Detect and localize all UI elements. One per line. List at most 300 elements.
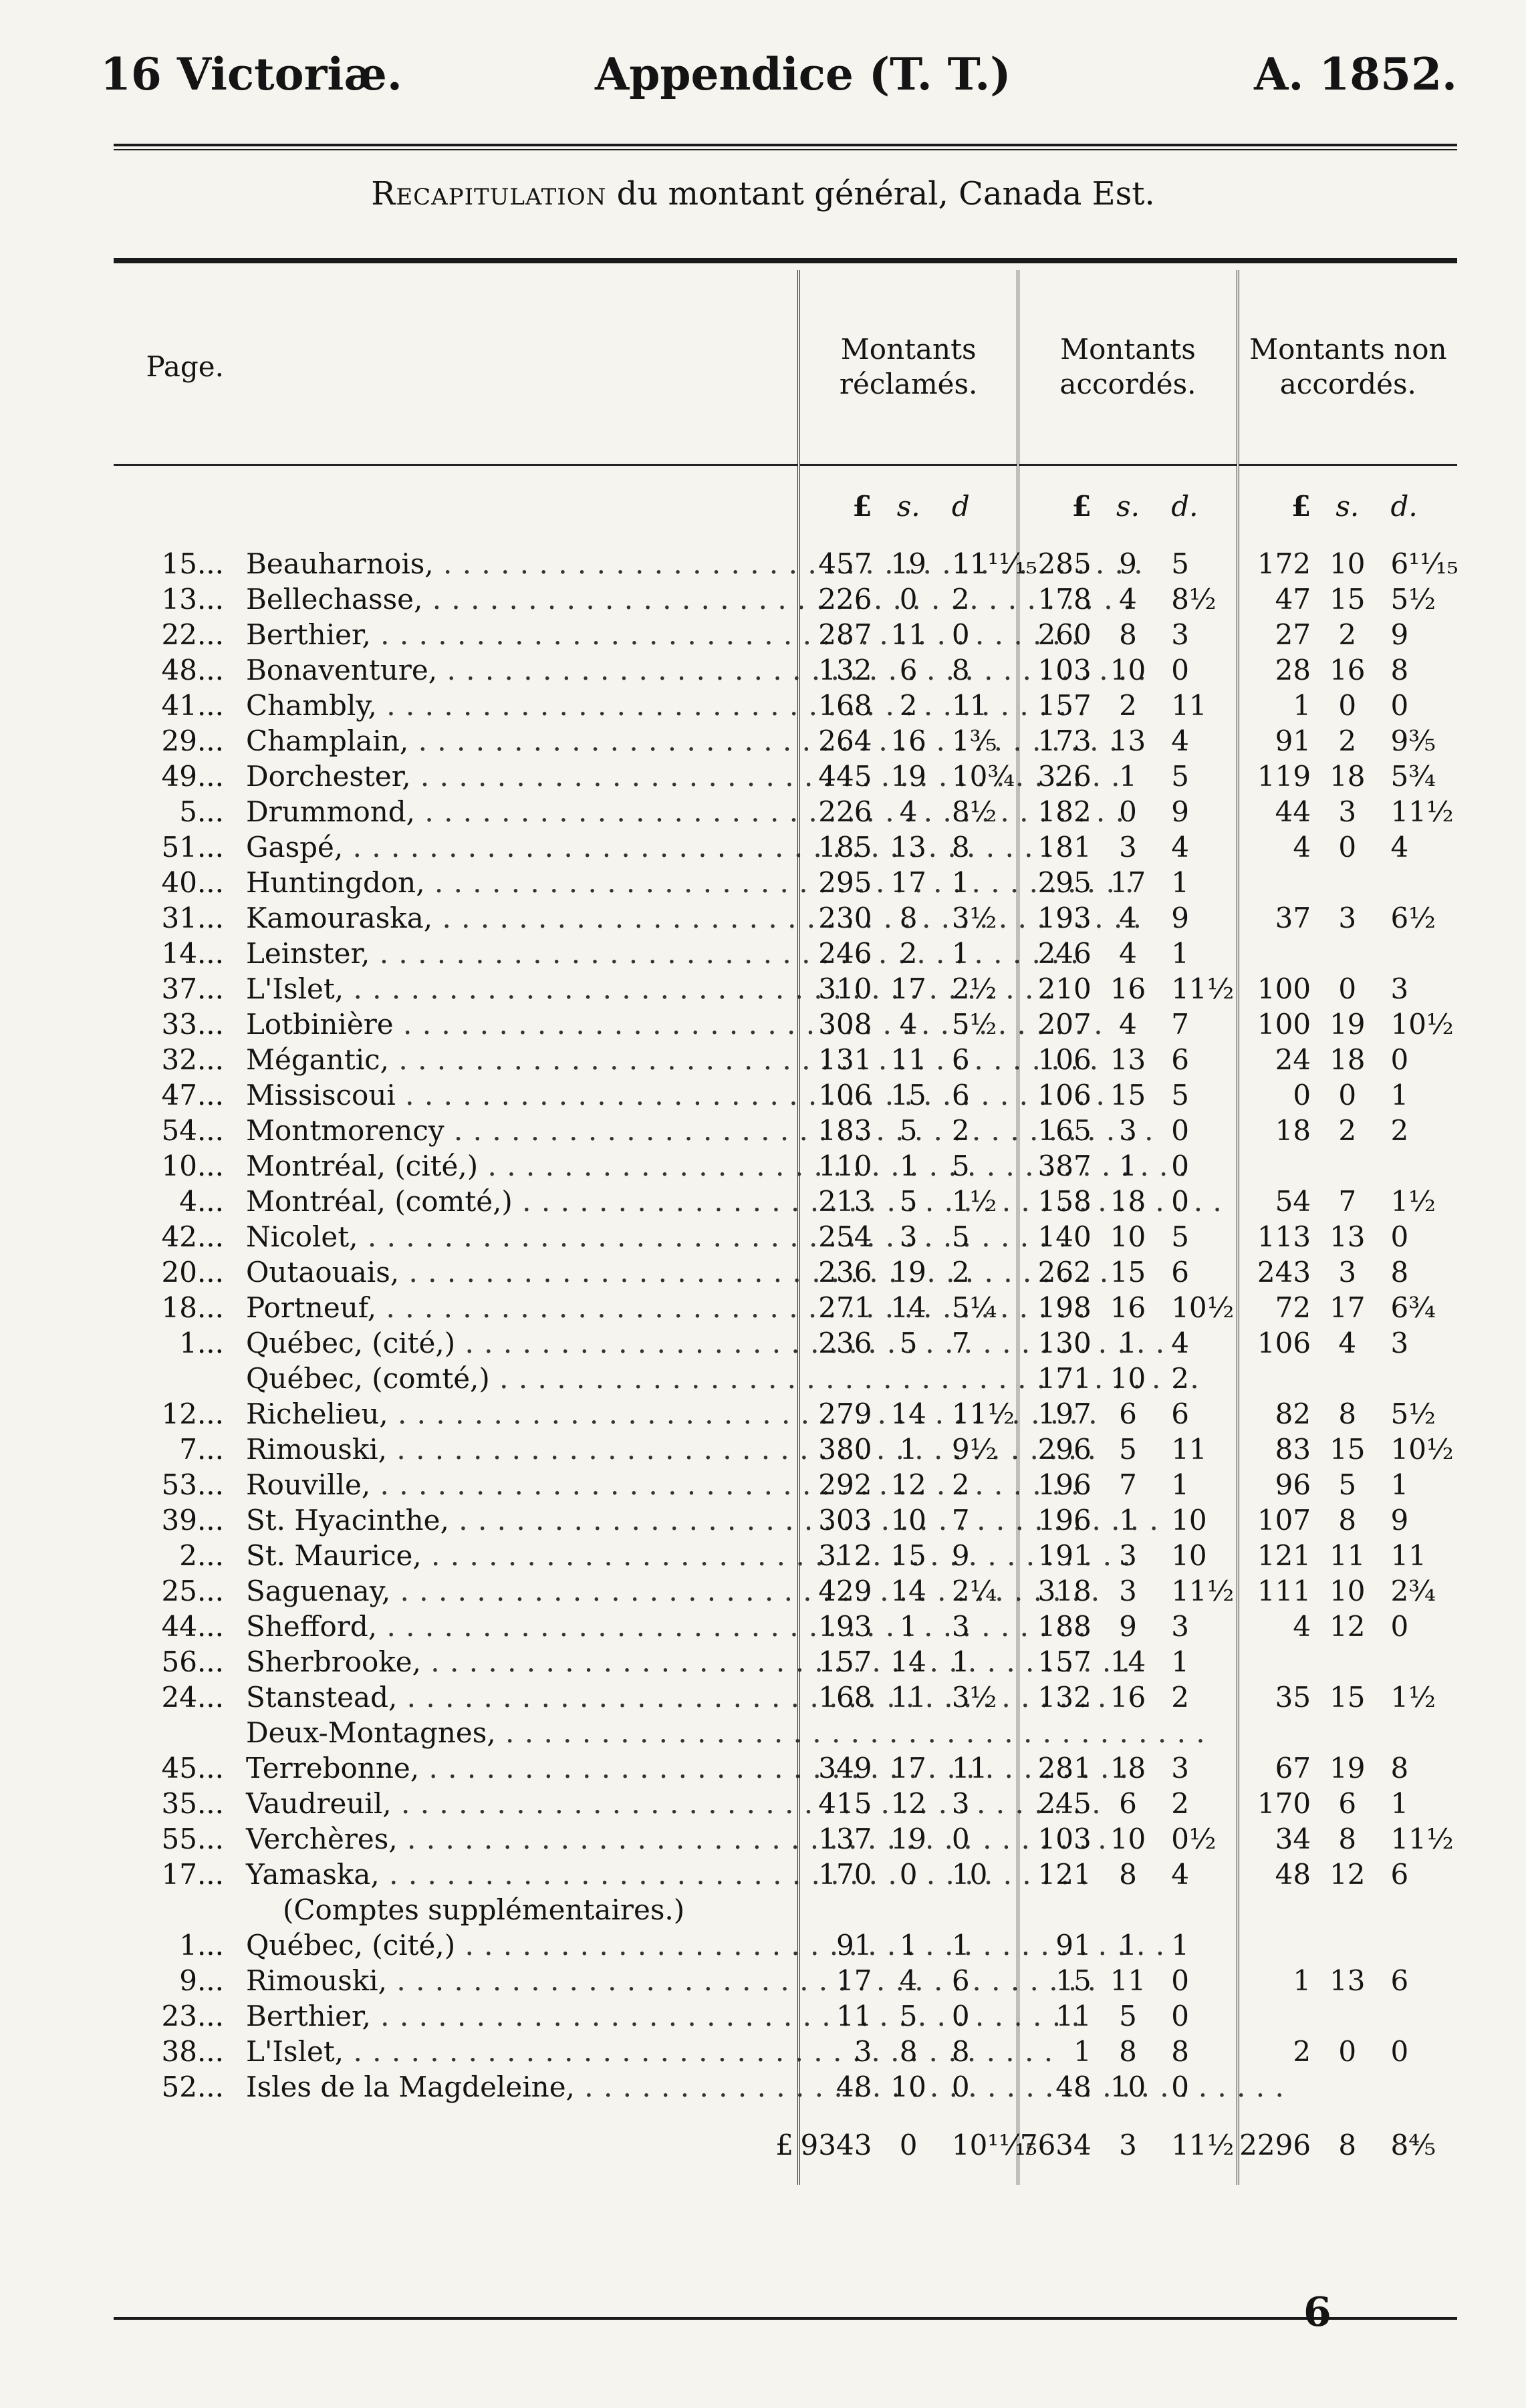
pounds: 157: [818, 1645, 872, 1678]
pence: [1384, 1715, 1458, 1750]
pence: 6: [945, 1042, 1018, 1077]
pence: 2: [945, 1113, 1018, 1148]
pence: 7: [945, 1325, 1018, 1361]
pounds: 47: [1275, 583, 1311, 616]
pence: 8: [1390, 1256, 1409, 1289]
pence: 0: [1390, 2035, 1409, 2068]
unit: d.: [1384, 465, 1458, 547]
page-ref: 56...: [161, 1645, 224, 1678]
pounds: 82: [1275, 1397, 1311, 1430]
table-row: [114, 1502, 1457, 1538]
shillings: 4: [1119, 902, 1137, 934]
pounds: 171: [1037, 1362, 1092, 1395]
page-ref: 17...: [161, 1858, 224, 1891]
page-ref: 47...: [161, 1079, 224, 1111]
pounds: 193: [1037, 902, 1092, 934]
pence: 11: [945, 688, 1018, 723]
header-rule: [114, 144, 1457, 146]
shillings: 5: [899, 1185, 918, 1218]
pence: [1384, 1998, 1458, 2034]
page-ref: 5...: [179, 795, 224, 828]
pounds: 245: [1037, 1787, 1092, 1820]
page-ref: 25...: [161, 1575, 224, 1607]
table-row: [114, 1644, 1457, 1680]
pounds: [1238, 1927, 1311, 1963]
page-mark: 6: [1303, 2289, 1331, 2336]
table-row: [114, 1077, 1457, 1113]
shillings: 10: [1110, 2070, 1146, 2103]
page-ref: 9...: [179, 1964, 224, 1997]
pounds: 210: [1037, 972, 1092, 1005]
shillings: 7: [1338, 1185, 1357, 1218]
pence: 6: [1390, 1858, 1409, 1891]
shillings: 5: [1119, 1433, 1137, 1466]
pence: 3: [945, 1786, 1018, 1821]
table-row: [114, 688, 1457, 723]
pounds: 67: [1275, 1752, 1311, 1784]
pence: [1384, 2069, 1458, 2105]
pounds: 168: [818, 689, 872, 722]
shillings: 1: [899, 1929, 918, 1962]
pounds: 137: [818, 1823, 872, 1855]
constituency-name: Montréal, (comté,) . . .: [229, 1184, 799, 1219]
shillings: 17: [890, 972, 926, 1005]
shillings: 4: [899, 795, 918, 828]
pence: 3: [945, 1609, 1018, 1644]
col-page: Page.: [146, 350, 224, 383]
shillings: 8: [1338, 1504, 1357, 1536]
table-row: [114, 1396, 1457, 1432]
table-row: [114, 1467, 1457, 1502]
shillings: 13: [1110, 1043, 1146, 1076]
pence: 2: [1164, 1786, 1237, 1821]
pence: 0: [1390, 1043, 1409, 1076]
constituency-name: Québec, (comté,) . . .: [229, 1361, 799, 1396]
session-label: 16 Victoriæ.: [100, 48, 402, 100]
pence: 11¹¹⁄₁₅: [945, 546, 1018, 581]
pence: 0: [1164, 1148, 1237, 1184]
supplementary-heading: (Comptes supplémentaires.): [229, 1892, 799, 1927]
shillings: 11: [890, 618, 926, 651]
shillings: 0: [899, 583, 918, 616]
constituency-name: Rimouski, . . .: [229, 1963, 799, 1998]
pounds: 193: [818, 1610, 872, 1643]
pounds: [1238, 1998, 1311, 2034]
supplementary-row: [114, 1998, 1457, 2034]
pence: 2: [945, 1254, 1018, 1290]
page-ref: 45...: [161, 1752, 224, 1784]
constituency-name: Bellechasse, . . .: [229, 581, 799, 617]
pounds: 132: [818, 654, 872, 686]
shillings: 6: [899, 654, 918, 686]
shillings: 4: [899, 1008, 918, 1041]
pounds: 296: [1037, 1433, 1092, 1466]
pounds: 349: [818, 1752, 872, 1784]
pence: 11½: [1164, 1573, 1237, 1609]
shillings: 3: [1119, 1575, 1137, 1607]
shillings: 2: [1338, 724, 1357, 757]
pounds: 37: [1275, 902, 1311, 934]
shillings: 5: [899, 1114, 918, 1147]
page-ref: 20...: [161, 1256, 224, 1289]
constituency-name: Drummond, . . .: [229, 794, 799, 829]
shillings: 8: [899, 2035, 918, 2068]
shillings: 0: [1119, 795, 1137, 828]
pounds: 271: [818, 1291, 872, 1324]
column-header-row: [114, 270, 1457, 465]
shillings: 3: [1119, 1539, 1137, 1572]
table-row: [114, 1680, 1457, 1715]
pence: 7: [1164, 1007, 1237, 1042]
constituency-name: Yamaska, . . .: [229, 1857, 799, 1892]
total-shillings: 0: [899, 2128, 918, 2161]
shillings: 2: [899, 937, 918, 970]
table-row: [114, 1857, 1457, 1892]
pence: 1: [945, 936, 1018, 971]
pounds: [1238, 936, 1311, 971]
pounds: 119: [1257, 760, 1311, 793]
constituency-name: Portneuf, . . .: [229, 1290, 799, 1325]
pence: 1: [1390, 1468, 1409, 1501]
shillings: 10: [1329, 547, 1366, 580]
constituency-name: Champlain, . . .: [229, 723, 799, 759]
page-ref: 22...: [161, 618, 224, 651]
shillings: 9: [1119, 1610, 1137, 1643]
pounds: 168: [818, 1681, 872, 1714]
pence: 5¼: [945, 1290, 1018, 1325]
shillings: 5: [1338, 1468, 1357, 1501]
total-pounds: 2296: [1239, 2128, 1311, 2161]
pence: 10½: [1164, 1290, 1237, 1325]
pounds: 96: [1275, 1468, 1311, 1501]
shillings: 18: [1110, 1185, 1146, 1218]
pounds: 0: [1293, 1079, 1311, 1111]
pounds: 113: [1257, 1220, 1311, 1253]
unit: s.: [872, 465, 944, 547]
pence: 5: [1164, 546, 1237, 581]
pence: 9½: [945, 1432, 1018, 1467]
page-ref: 48...: [161, 654, 224, 686]
pence: 11: [1164, 688, 1237, 723]
pounds: 312: [818, 1539, 872, 1572]
pence: 10: [1164, 1538, 1237, 1573]
pounds: 196: [1037, 1468, 1092, 1501]
shillings: 15: [1329, 1433, 1366, 1466]
page-ref: [114, 1715, 229, 1750]
page-ref: 41...: [161, 689, 224, 722]
pounds: 170: [1257, 1787, 1311, 1820]
shillings: 16: [1110, 1681, 1146, 1714]
year-label: A. 1852.: [1254, 48, 1457, 100]
shillings: 10: [890, 1504, 926, 1536]
shillings: 16: [890, 724, 926, 757]
constituency-name: Rouville, . . .: [229, 1467, 799, 1502]
pence: 0: [1164, 1184, 1237, 1219]
pence: 1½: [1390, 1185, 1436, 1218]
shillings: 1: [899, 1610, 918, 1643]
pounds: 158: [1037, 1185, 1092, 1218]
pounds: 254: [818, 1220, 872, 1253]
totals-row: [114, 2105, 1457, 2185]
pence: 5: [945, 1219, 1018, 1254]
pounds: 415: [818, 1787, 872, 1820]
shillings: 17: [890, 1752, 926, 1784]
pounds: 196: [1037, 1504, 1092, 1536]
shillings: [1311, 2069, 1384, 2105]
constituency-name: Nicolet, . . .: [229, 1219, 799, 1254]
pounds: [1238, 1361, 1311, 1396]
pounds: 226: [818, 583, 872, 616]
pence: 3: [1390, 972, 1409, 1005]
pounds: 83: [1275, 1433, 1311, 1466]
shillings: 12: [890, 1468, 926, 1501]
title-smallcaps: Recapitulation: [371, 175, 607, 213]
pounds: 182: [1037, 795, 1092, 828]
pence: 4: [1164, 1857, 1237, 1892]
table-row: [114, 1609, 1457, 1644]
pence: 11½: [945, 1396, 1018, 1432]
pence: 5: [945, 1148, 1018, 1184]
pence: 6: [1164, 1042, 1237, 1077]
constituency-name: Berthier, . . .: [229, 617, 799, 652]
pounds: 54: [1275, 1185, 1311, 1218]
constituency-name: Montréal, (cité,) . . .: [229, 1148, 799, 1184]
pence: 0½: [1164, 1821, 1237, 1857]
shillings: 1: [1119, 1327, 1137, 1359]
shillings: 4: [1119, 1008, 1137, 1041]
page-ref: 13...: [161, 583, 224, 616]
page-ref: 1...: [179, 1327, 224, 1359]
appendix-label: Appendice (T. T.): [595, 48, 1011, 100]
table-row: [114, 971, 1457, 1007]
page-ref: 51...: [161, 831, 224, 863]
pounds: 310: [818, 972, 872, 1005]
shillings: 1: [1119, 1929, 1137, 1962]
pounds: 279: [818, 1397, 872, 1430]
page-ref: 18...: [161, 1291, 224, 1324]
shillings: 16: [1110, 972, 1146, 1005]
pounds: [1238, 1715, 1311, 1750]
pence: 5: [1164, 1077, 1237, 1113]
supplementary-row: [114, 1927, 1457, 1963]
shillings: 13: [1329, 1964, 1366, 1997]
shillings: 18: [1110, 1752, 1146, 1784]
pounds: 243: [1257, 1256, 1311, 1289]
shillings: 10: [1110, 1220, 1146, 1253]
page-ref: 44...: [161, 1610, 224, 1643]
page-ref: 55...: [161, 1823, 224, 1855]
pounds: 157: [1037, 1645, 1092, 1678]
pence: 0: [1164, 1113, 1237, 1148]
constituency-name: Rimouski, . . .: [229, 1432, 799, 1467]
pounds: 48: [1055, 2070, 1092, 2103]
page-ref: [114, 1361, 229, 1396]
pence: [1384, 1644, 1458, 1680]
pounds: 157: [1037, 689, 1092, 722]
units-row: [114, 465, 1457, 547]
shillings: 14: [890, 1645, 926, 1678]
pence: 0: [1390, 1220, 1409, 1253]
pounds: 173: [1037, 724, 1092, 757]
page-ref: 12...: [161, 1397, 224, 1430]
pence: 8: [1390, 654, 1409, 686]
pounds: [1238, 1148, 1311, 1184]
pounds: 35: [1275, 1681, 1311, 1714]
pounds: 183: [818, 1114, 872, 1147]
pence: 1: [945, 1644, 1018, 1680]
constituency-name: Québec, (cité,) . . .: [229, 1927, 799, 1963]
shillings: 8: [1119, 2035, 1137, 2068]
col-claimed: Montants réclamés.: [799, 270, 1018, 465]
pence: 1: [1390, 1079, 1409, 1111]
pence: 0: [1390, 689, 1409, 722]
shillings: 2: [1119, 689, 1137, 722]
pounds: 11: [1055, 2000, 1092, 2032]
pence: 9: [945, 1538, 1018, 1573]
pence: 6¹¹⁄₁₅: [1390, 547, 1458, 580]
pence: 2¼: [945, 1573, 1018, 1609]
table-row: [114, 1821, 1457, 1857]
shillings: 4: [1119, 937, 1137, 970]
pence: 8½: [945, 794, 1018, 829]
shillings: [1311, 1361, 1384, 1396]
pence: 5½: [945, 1007, 1018, 1042]
table-row: [114, 1219, 1457, 1254]
pounds: 318: [1037, 1575, 1092, 1607]
total-pounds: 9343: [800, 2128, 872, 2161]
pence: 7: [945, 1502, 1018, 1538]
pounds: 285: [1037, 547, 1092, 580]
table-row: [114, 936, 1457, 971]
constituency-name: Shefford, . . .: [229, 1609, 799, 1644]
shillings: 8: [1338, 1823, 1357, 1855]
table-row: [114, 1184, 1457, 1219]
pence: 1: [1390, 1787, 1409, 1820]
page-ref: 10...: [161, 1150, 224, 1182]
shillings: 2: [1338, 618, 1357, 651]
pounds: 281: [1037, 1752, 1092, 1784]
constituency-name: Montmorency . . .: [229, 1113, 799, 1148]
pounds: 260: [1037, 618, 1092, 651]
pounds: 262: [1037, 1256, 1092, 1289]
page-ref: 15...: [161, 547, 224, 580]
pence: 10: [1164, 1502, 1237, 1538]
pounds: 170: [818, 1858, 872, 1891]
pence: 10½: [1390, 1008, 1454, 1041]
shillings: 3: [1338, 1256, 1357, 1289]
pence: 0: [945, 1998, 1018, 2034]
total-pence: 11½: [1164, 2105, 1237, 2185]
supplementary-row: [114, 1963, 1457, 1998]
pounds: 230: [818, 902, 872, 934]
table-row: [114, 1715, 1457, 1750]
shillings: 3: [1338, 902, 1357, 934]
pence: [1384, 1927, 1458, 1963]
table-row: [114, 581, 1457, 617]
constituency-name: Missiscoui . . .: [229, 1077, 799, 1113]
total-pence: 8⅘: [1390, 2128, 1436, 2161]
pounds: 107: [1257, 1504, 1311, 1536]
pounds: 106: [1037, 1043, 1092, 1076]
pence: 2: [945, 1467, 1018, 1502]
shillings: 11: [1329, 1539, 1366, 1572]
pence: 10¾: [945, 759, 1018, 794]
page-ref: 29...: [161, 724, 224, 757]
page-ref: 31...: [161, 902, 224, 934]
pence: 9: [1390, 618, 1409, 651]
shillings: 5: [899, 2000, 918, 2032]
page-ref: 7...: [179, 1433, 224, 1466]
constituency-name: Huntingdon, . . .: [229, 865, 799, 900]
pounds: 72: [1275, 1291, 1311, 1324]
supplementary-row: [114, 2069, 1457, 2105]
running-header: [100, 48, 1457, 108]
constituency-name: Berthier, . . .: [229, 1998, 799, 2034]
constituency-name: Richelieu, . . .: [229, 1396, 799, 1432]
shillings: 13: [890, 831, 926, 863]
pounds: 264: [818, 724, 872, 757]
shillings: 13: [1110, 724, 1146, 757]
pounds: 48: [1275, 1858, 1311, 1891]
constituency-name: Québec, (cité,) . . .: [229, 1325, 799, 1361]
pence: 3: [1164, 1750, 1237, 1786]
shillings: 0: [1338, 972, 1357, 1005]
pounds: 387: [1037, 1150, 1092, 1182]
constituency-name: Outaouais, . . .: [229, 1254, 799, 1290]
table-row: [114, 1786, 1457, 1821]
pence: [1384, 1148, 1458, 1184]
shillings: 11: [1110, 1964, 1146, 1997]
shillings: 11: [890, 1043, 926, 1076]
table-row: [114, 1254, 1457, 1290]
constituency-name: Sherbrooke, . . .: [229, 1644, 799, 1680]
pence: 8: [1390, 1752, 1409, 1784]
pence: 8: [1164, 2034, 1237, 2069]
shillings: 6: [1119, 1397, 1137, 1430]
shillings: 4: [899, 1964, 918, 1997]
shillings: 1: [1119, 1150, 1137, 1182]
pounds: 100: [1257, 972, 1311, 1005]
shillings: 10: [1110, 1823, 1146, 1855]
pence: 8: [945, 2034, 1018, 2069]
pence: 2: [1164, 1361, 1237, 1396]
pence: 0: [945, 617, 1018, 652]
constituency-name: Beauharnois, . . .: [229, 546, 799, 581]
table-row: [114, 1042, 1457, 1077]
pence: 8: [945, 829, 1018, 865]
table-row: [114, 1361, 1457, 1396]
table-row: [114, 1325, 1457, 1361]
shillings: 15: [1110, 1256, 1146, 1289]
pence: 6: [945, 1963, 1018, 1998]
page-ref: 35...: [161, 1787, 224, 1820]
constituency-name: Kamouraska, . . .: [229, 900, 799, 936]
shillings: 17: [1329, 1291, 1366, 1324]
pounds: 445: [818, 760, 872, 793]
pounds: 91: [836, 1929, 872, 1962]
pence: 3: [1164, 617, 1237, 652]
pounds: 295: [818, 866, 872, 899]
pounds: 213: [818, 1185, 872, 1218]
shillings: 1: [899, 1433, 918, 1466]
shillings: 15: [890, 1079, 926, 1111]
pence: 5: [1164, 1219, 1237, 1254]
pence: 2: [1390, 1114, 1409, 1147]
shillings: [1311, 1148, 1384, 1184]
table-row: [114, 1573, 1457, 1609]
pence: 1: [945, 1927, 1018, 1963]
pounds: 198: [1037, 1291, 1092, 1324]
